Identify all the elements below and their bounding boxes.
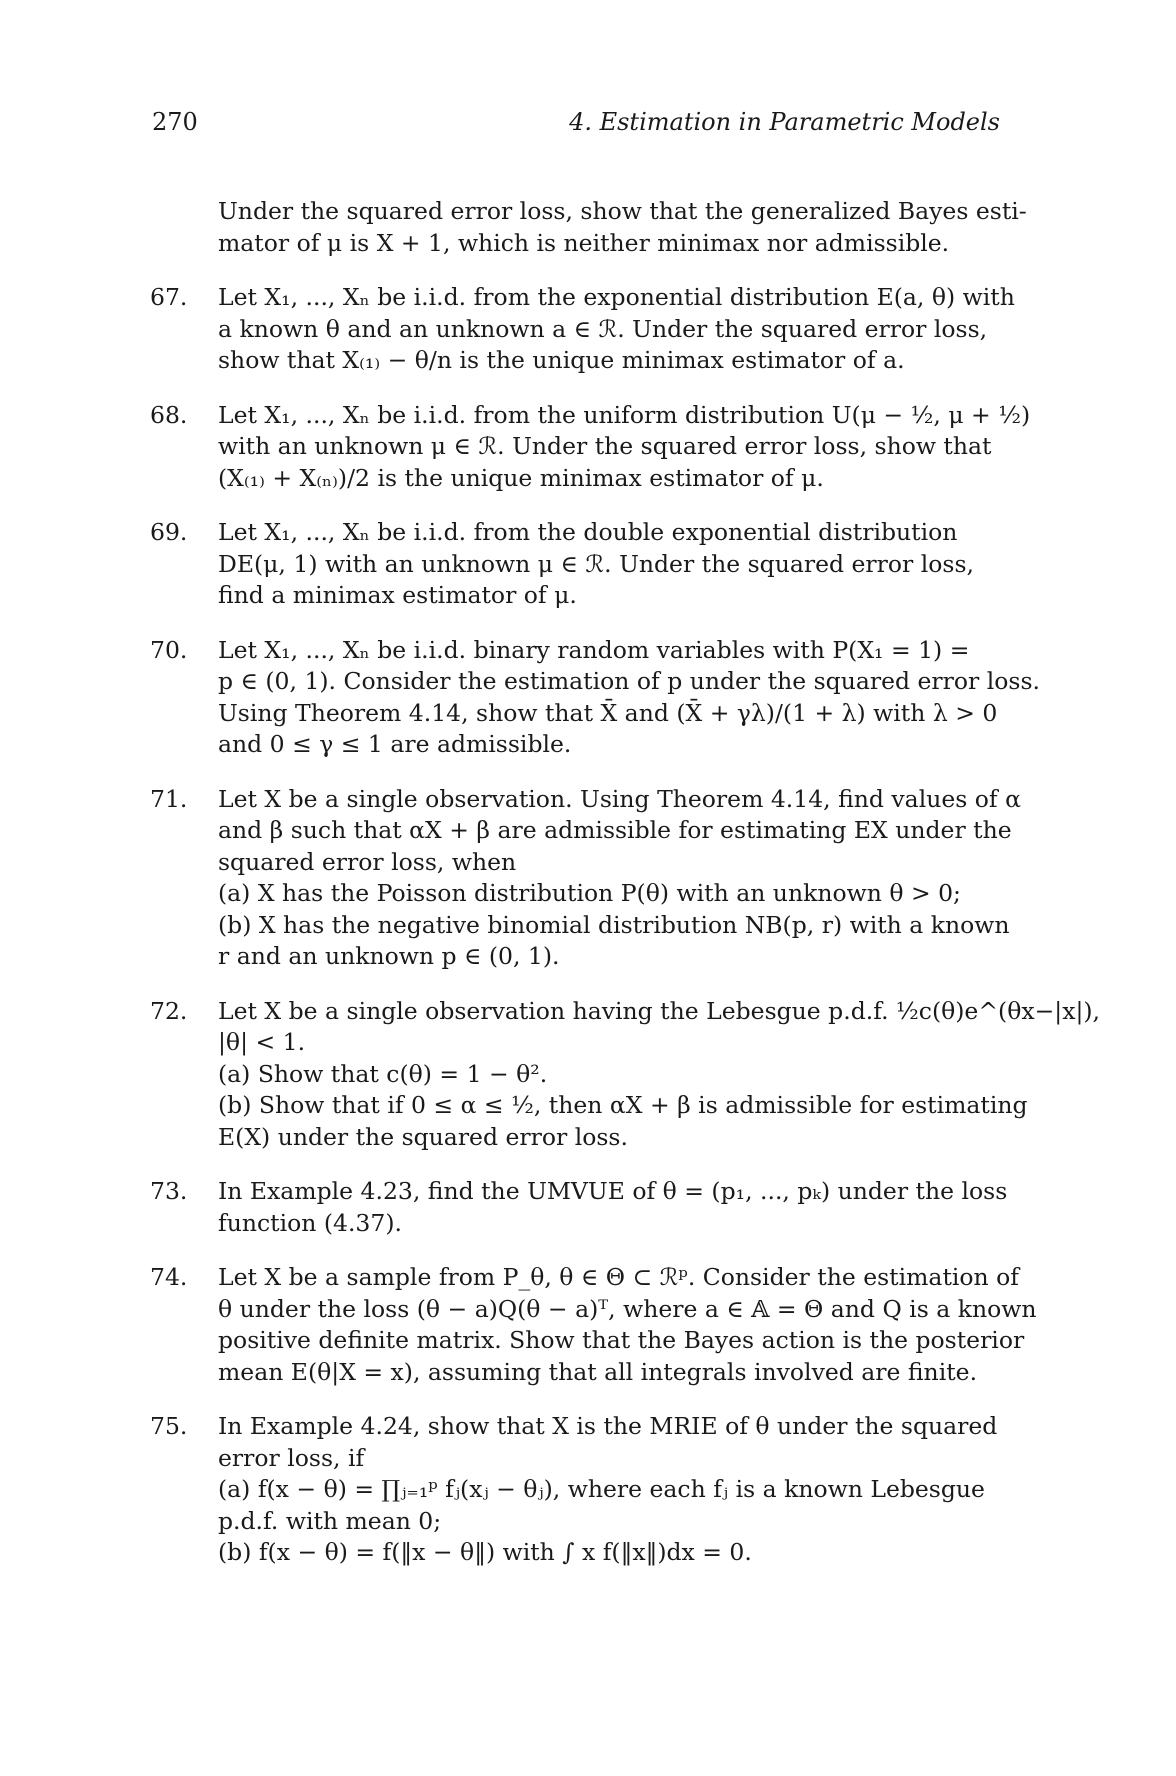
continued-exercise-text (150, 196, 1027, 259)
page-header (152, 108, 1000, 142)
exercise-text (218, 784, 1021, 973)
exercise-item (150, 784, 1021, 973)
exercise-item (150, 517, 1002, 612)
text-line: (b) f(x − θ) = f(‖x − θ‖) with ∫ x f(‖x‖)dx = 0. (218, 1538, 752, 1566)
exercise-text (218, 282, 1015, 377)
text-line: (b) Show that if 0 ≤ α ≤ ½, then αX + β is admissible for estimating (218, 1091, 1028, 1119)
exercise-number: 67. (150, 283, 188, 311)
text-line: In Example 4.24, show that X is the MRIE of θ under the squared (218, 1412, 998, 1440)
running-head: 4. Estimation in Parametric Models (569, 108, 1000, 136)
text-line: Let X₁, ..., Xₙ be i.i.d. binary random variables with P(X₁ = 1) = (218, 635, 970, 664)
text-line: DE(μ, 1) with an unknown μ ∈ ℛ. Under the squared error loss, (218, 549, 975, 578)
exercise-number: 74. (150, 1263, 188, 1291)
text-line: θ under the loss (θ − a)Q(θ − a)ᵀ, where a ∈ 𝔸 = Θ and Q is a known (218, 1294, 1037, 1323)
exercise-number: 70. (150, 635, 188, 664)
text-line: Under the squared error loss, show that the generalized Bayes esti- (218, 197, 1027, 225)
text-line: (a) Show that c(θ) = 1 − θ². (218, 1059, 548, 1088)
exercise-item (150, 282, 1015, 377)
text-line: and 0 ≤ γ ≤ 1 are admissible. (218, 730, 572, 758)
text-line: a known θ and an unknown a ∈ ℛ. Under the squared error loss, (218, 314, 988, 343)
text-line: error loss, if (218, 1443, 365, 1472)
exercise-item (150, 1411, 1002, 1569)
exercise-text (218, 635, 1040, 761)
page-number: 270 (152, 108, 198, 136)
exercise-text (218, 517, 1002, 612)
text-line: Let X be a single observation having the Lebesgue p.d.f. ½c(θ)e^(θx−|x|), (218, 996, 1101, 1025)
text-line: with an unknown μ ∈ ℛ. Under the squared error loss, show that (218, 432, 992, 460)
exercise-number: 71. (150, 784, 188, 813)
exercise-number: 68. (150, 400, 188, 429)
text-line: mean E(θ|X = x), assuming that all integrals involved are finite. (218, 1357, 978, 1386)
exercise-number: 73. (150, 1177, 188, 1205)
exercise-item (150, 635, 1040, 761)
text-line: mator of μ is X + 1, which is neither minimax nor admissible. (218, 228, 950, 257)
exercise-item (150, 400, 1031, 495)
text-line: (a) f(x − θ) = ∏ⱼ₌₁ᵖ fⱼ(xⱼ − θⱼ), where each fⱼ is a known Lebesgue (218, 1475, 985, 1503)
text-line: and β such that αX + β are admissible for estimating EX under the (218, 816, 1012, 844)
text-line: Let X₁, ..., Xₙ be i.i.d. from the exponential distribution E(a, θ) with (218, 283, 1015, 311)
exercise-text (218, 1176, 1007, 1239)
text-line: (X₍₁₎ + X₍ₙ₎)/2 is the unique minimax estimator of μ. (218, 463, 824, 492)
text-line: r and an unknown p ∈ (0, 1). (218, 942, 560, 970)
exercise-text (218, 996, 1100, 1154)
text-line: |θ| < 1. (218, 1028, 306, 1056)
exercise-item (150, 1262, 1037, 1388)
exercise-text (218, 1411, 1002, 1569)
text-line: p.d.f. with mean 0; (218, 1506, 442, 1535)
text-line: (a) X has the Poisson distribution P(θ) with an unknown θ > 0; (218, 879, 961, 907)
text-line: p ∈ (0, 1). Consider the estimation of p under the squared error loss. (218, 667, 1040, 695)
exercise-text (218, 1262, 1036, 1388)
text-line: E(X) under the squared error loss. (218, 1122, 628, 1151)
text-line: In Example 4.23, find the UMVUE of θ = (p₁, ..., pₖ) under the loss (218, 1177, 1008, 1205)
text-line: (b) X has the negative binomial distribution NB(p, r) with a known (218, 910, 1010, 939)
exercise-text (218, 400, 1030, 495)
exercise-item (150, 996, 1101, 1154)
text-line: Using Theorem 4.14, show that X̄ and (X̄ + γλ)/(1 + λ) with λ > 0 (218, 698, 998, 727)
text-line: positive definite matrix. Show that the Bayes action is the posterior (218, 1326, 1025, 1354)
text-line: Let X₁, ..., Xₙ be i.i.d. from the double exponential distribution (218, 518, 958, 546)
page-body (150, 196, 1101, 1592)
text-line: Let X₁, ..., Xₙ be i.i.d. from the uniform distribution U(μ − ½, μ + ½) (218, 400, 1031, 429)
text-line: function (4.37). (218, 1208, 402, 1237)
text-line: squared error loss, when (218, 847, 517, 876)
exercise-number: 75. (150, 1412, 188, 1440)
exercise-number: 69. (150, 518, 188, 546)
text-line: find a minimax estimator of μ. (218, 581, 577, 609)
exercise-number: 72. (150, 996, 188, 1025)
exercise-list (150, 282, 1101, 1569)
exercise-item (150, 1176, 1008, 1239)
text-line: show that X₍₁₎ − θ/n is the unique minimax estimator of a. (218, 346, 905, 374)
text-line: Let X be a single observation. Using Theorem 4.14, find values of α (218, 784, 1021, 813)
text-line: Let X be a sample from P_θ, θ ∈ Θ ⊂ ℛᵖ. Consider the estimation of (218, 1263, 1019, 1291)
